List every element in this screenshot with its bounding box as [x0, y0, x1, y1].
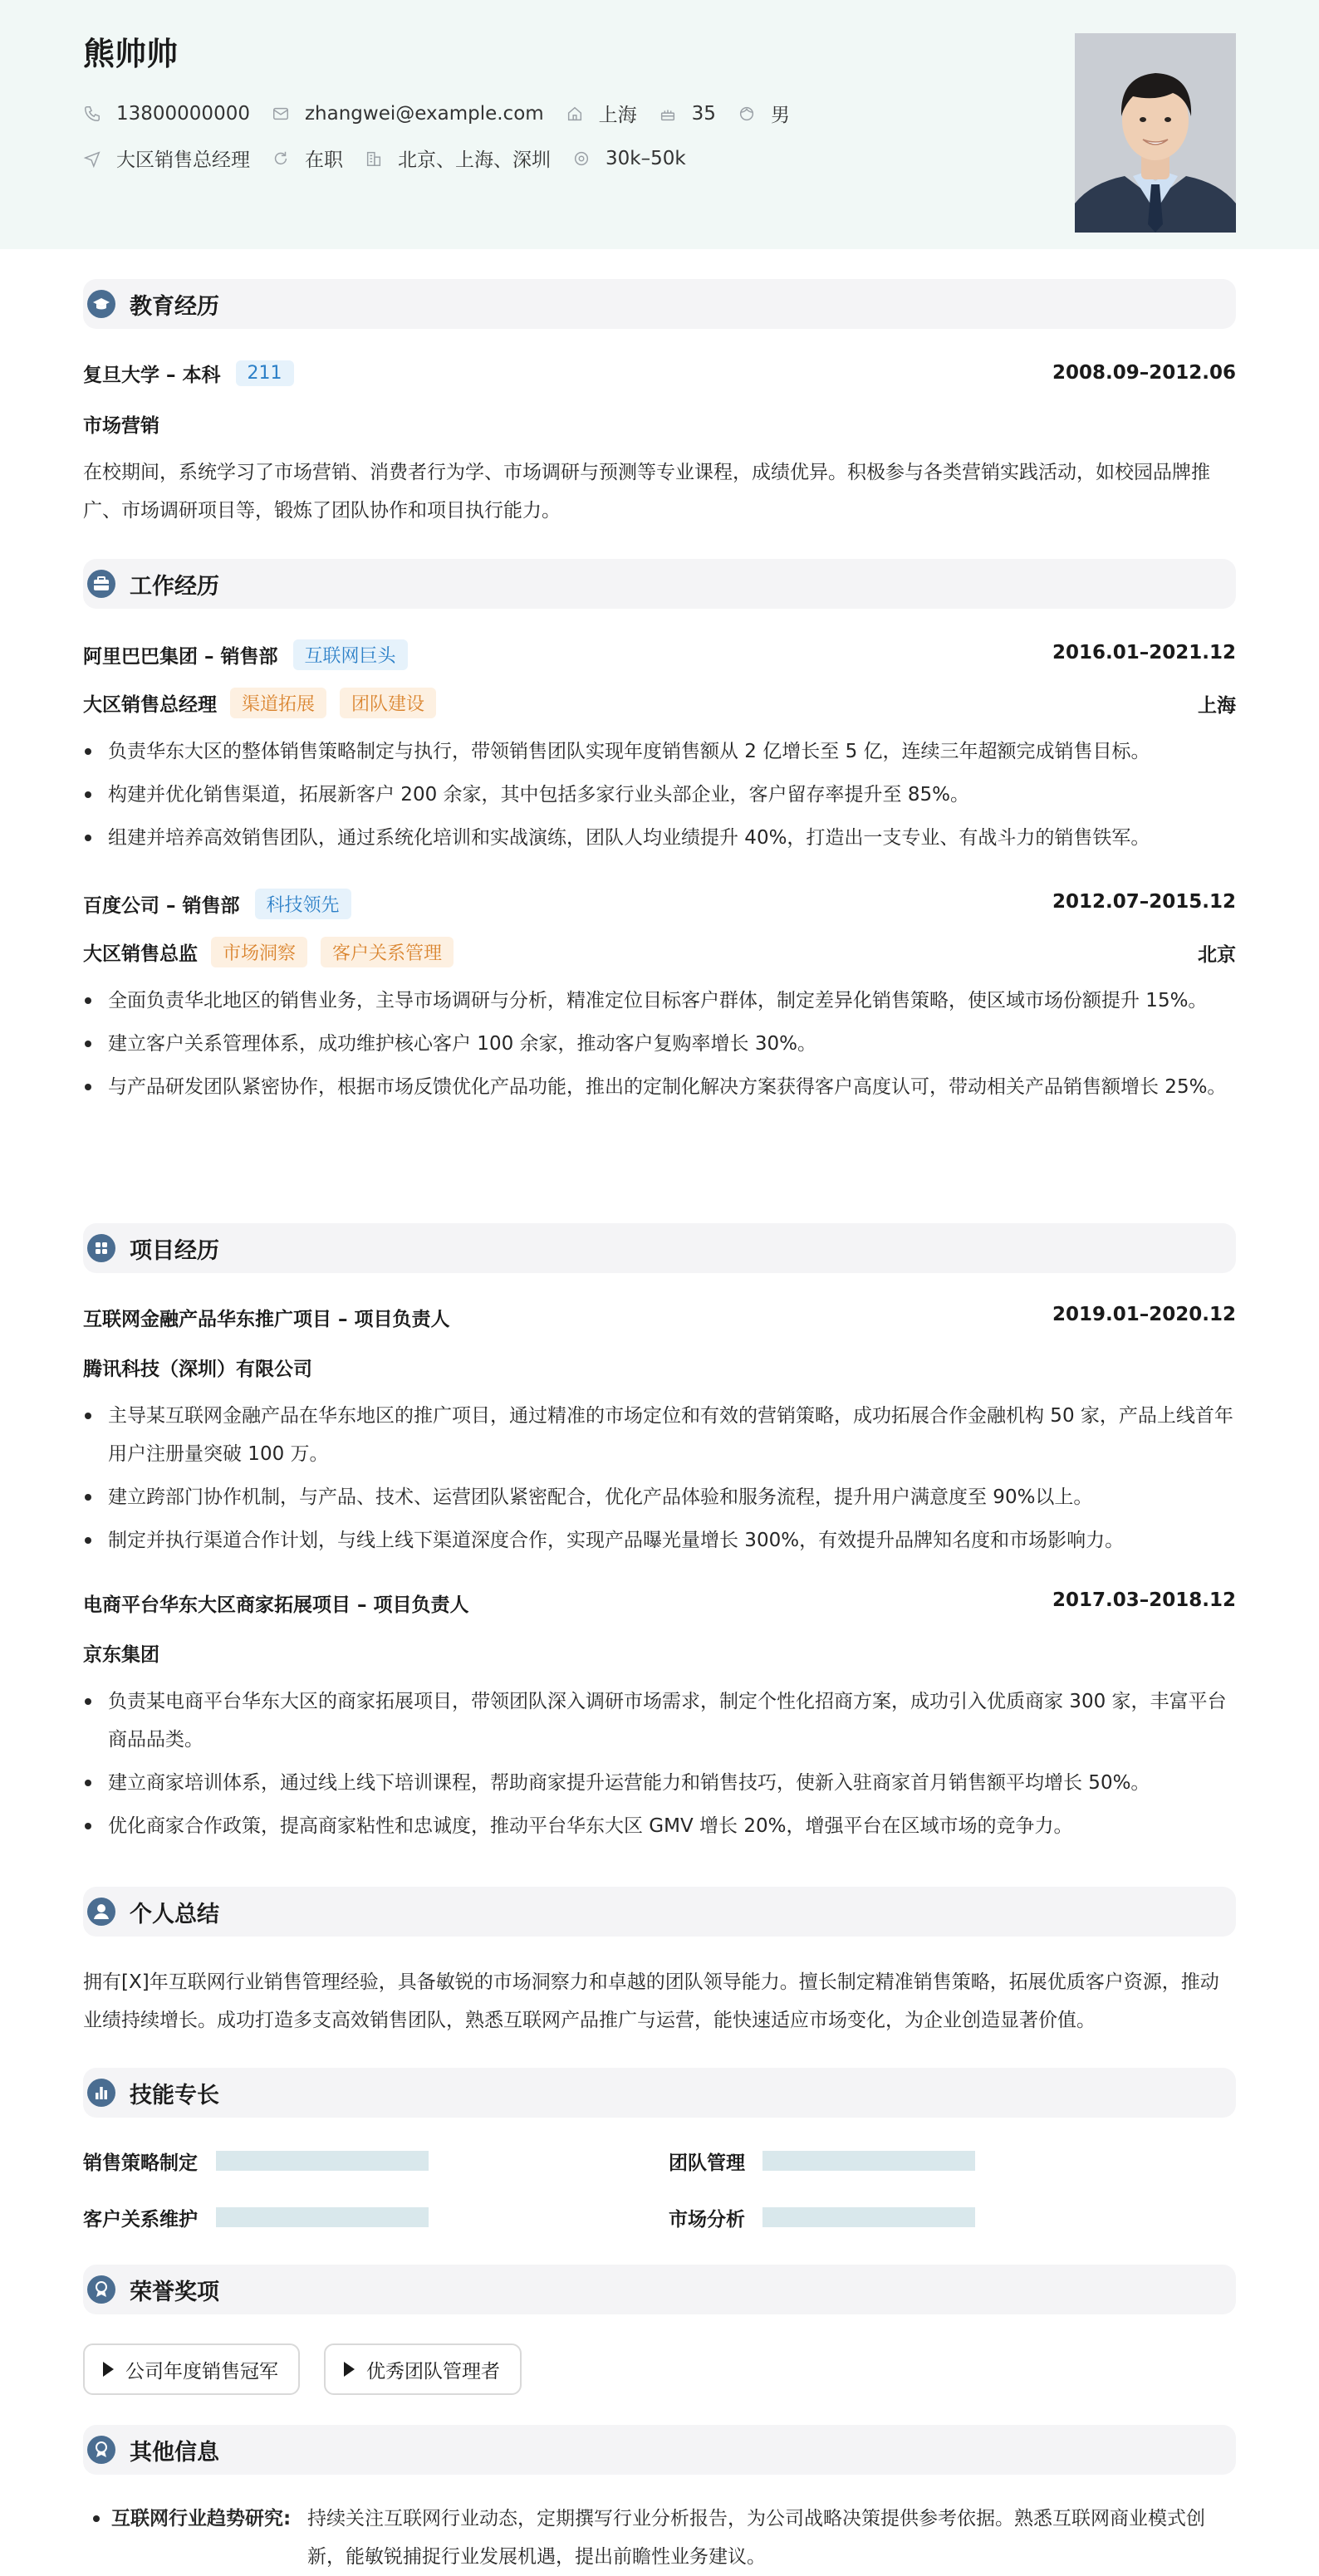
list-item: 构建并优化销售渠道，拓展新客户 200 余家，其中包括多家行业头部企业，客户留存率提升至 85%。: [83, 776, 1236, 814]
education-date: 2008.09–2012.06: [1052, 362, 1236, 384]
position-text: 大区销售总经理: [116, 149, 250, 171]
list-item: 组建并培养高效销售团队，通过系统化培训和实战演练，团队人均业绩提升 40%，打造出一支专业、有战斗力的销售铁军。: [83, 819, 1236, 857]
profile-photo: [1075, 33, 1236, 233]
section-title: 其他信息: [130, 2439, 219, 2466]
face-icon: [738, 105, 756, 123]
skill-bar: [762, 2207, 975, 2227]
other-info-text: 持续关注互联网行业动态，定期撰写行业分析报告，为公司战略决策提供参考依据。熟悉互联网商业模式创新，能敏锐捕捉行业发展机遇，提出前瞻性业务建议。: [307, 2508, 1205, 2568]
bullet-dot: [83, 2500, 111, 2576]
mail-icon: [272, 105, 290, 123]
section-title: 工作经历: [130, 573, 219, 600]
play-icon: [103, 2362, 114, 2377]
company-name: 百度公司 – 销售部: [83, 895, 240, 917]
role-skill-tag: 市场洞察: [211, 937, 307, 967]
role-skill-tag: 团队建设: [340, 688, 436, 718]
list-item: 建立跨部门协作机制，与产品、技术、运营团队紧密配合，优化产品体验和服务流程，提升用户满意度至 90%以上。: [83, 1478, 1236, 1516]
work-bullet-list: [83, 982, 1236, 1111]
honor-item: [324, 2343, 522, 2395]
project-bullet-list: [83, 1682, 1236, 1850]
summary-text: 拥有[X]年互联网行业销售管理经验，具备敏锐的市场洞察力和卓越的团队领导能力。擅长制定精准销售策略，拓展优质客户资源，推动业绩持续增长。成功打造多支高效销售团队，熟悉互联网产品推广与运营，能快速适应市场变化，为企业创造显著价值。: [83, 1971, 1219, 2031]
work-role-row: [83, 937, 454, 967]
project-org: 京东集团: [83, 1644, 159, 1666]
age-item: [659, 103, 716, 125]
job-intent-row: [83, 144, 708, 172]
graduation-cap-icon: [86, 289, 116, 319]
education-school-row: [83, 360, 294, 387]
company-tag: 科技领先: [255, 889, 351, 919]
email-item: [272, 103, 544, 125]
education-description: 在校期间，系统学习了市场营销、消费者行为学、市场调研与预测等专业课程，成绩优异。积极参与各类营销实践活动，如校园品牌推广、市场调研项目等，锻炼了团队协作和项目执行能力。: [83, 462, 1210, 522]
skill-fill: [762, 2151, 975, 2171]
other-info-item: [83, 2500, 1236, 2576]
section-title: 项目经历: [130, 1237, 219, 1264]
work-role-row: [83, 688, 436, 718]
work-company-row: [83, 639, 408, 670]
honor-label: 优秀团队管理者: [366, 2360, 500, 2383]
home-icon: [566, 105, 584, 123]
email-text: zhangwei@example.com: [304, 102, 544, 125]
age-text: 35: [691, 102, 716, 125]
skill-bar: [762, 2151, 975, 2171]
project-org: 腾讯科技（深圳）有限公司: [83, 1359, 312, 1380]
education-major: 市场营销: [83, 415, 159, 437]
coin-icon: [572, 149, 591, 168]
role-name: 大区销售总监: [83, 943, 198, 965]
section-header-projects: [83, 1223, 1236, 1273]
skill-bar: [216, 2151, 429, 2171]
work-location: 北京: [1198, 944, 1236, 966]
other-info-label: 互联网行业趋势研究:: [111, 2508, 292, 2529]
bar-chart-icon: [86, 2078, 116, 2108]
building-icon: [365, 149, 383, 168]
work-company-row: [83, 889, 351, 919]
user-icon: [86, 1897, 116, 1927]
list-item: 建立商家培训体系，通过线上线下培训课程，帮助商家提升运营能力和销售技巧，使新入驻商家首月销售额平均增长 50%。: [83, 1764, 1236, 1802]
status-text: 在职: [305, 149, 343, 171]
list-item: 全面负责华北地区的销售业务，主导市场调研与分析，精准定位目标客户群体，制定差异化销售策略，使区域市场份额提升 15%。: [83, 982, 1236, 1020]
role-skill-tag: 客户关系管理: [321, 937, 454, 967]
target-city-text: 北京、上海、深圳: [398, 149, 551, 171]
work-location: 上海: [1198, 695, 1236, 717]
section-title: 个人总结: [130, 1901, 219, 1927]
phone-item: [83, 103, 250, 125]
list-item: 主导某互联网金融产品在华东地区的推广项目，通过精准的市场定位和有效的营销策略，成功拓展合作金融机构 50 家，产品上线首年用户注册量突破 100 万。: [83, 1397, 1236, 1473]
skill-label: 市场分析: [669, 2209, 745, 2231]
salary-text: 30k–50k: [606, 147, 686, 169]
refresh-icon: [272, 149, 290, 168]
city-text: 上海: [598, 105, 637, 126]
skill-fill: [216, 2207, 429, 2227]
award-icon: [86, 2435, 116, 2465]
honor-label: 公司年度销售冠军: [125, 2360, 278, 2383]
skill-fill: [216, 2151, 429, 2171]
avatar-image: [1075, 33, 1236, 233]
gender-item: [738, 100, 790, 127]
target-city-item: [365, 144, 551, 172]
school-name: 复旦大学 – 本科: [83, 365, 221, 386]
work-date: 2016.01–2021.12: [1052, 642, 1236, 664]
resume-header: [0, 0, 1319, 249]
list-item: 制定并执行渠道合作计划，与线上线下渠道深度合作，实现产品曝光量增长 300%，有效提升品牌知名度和市场影响力。: [83, 1521, 1236, 1560]
section-header-other: [83, 2425, 1236, 2475]
section-header-work: [83, 559, 1236, 609]
skill-bar: [216, 2207, 429, 2227]
grid-icon: [86, 1233, 116, 1263]
list-item: 与产品研发团队紧密协作，根据市场反馈优化产品功能，推出的定制化解决方案获得客户高度认可，带动相关产品销售额增长 25%。: [83, 1068, 1236, 1106]
award-icon: [86, 2275, 116, 2304]
project-date: 2017.03–2018.12: [1052, 1589, 1236, 1611]
project-date: 2019.01–2020.12: [1052, 1304, 1236, 1325]
work-date: 2012.07–2015.12: [1052, 891, 1236, 913]
role-skill-tag: 渠道拓展: [230, 688, 326, 718]
section-header-education: [83, 279, 1236, 329]
school-tag: 211: [236, 360, 294, 386]
position-item: [83, 144, 250, 172]
candidate-name: 熊帅帅: [83, 36, 179, 72]
role-name: 大区销售总经理: [83, 694, 217, 716]
section-header-honors: [83, 2265, 1236, 2314]
list-item: 优化商家合作政策，提高商家粘性和忠诚度，推动平台华东大区 GMV 增长 20%，增强平台在区域市场的竞争力。: [83, 1807, 1236, 1845]
honor-item: [83, 2343, 300, 2395]
skill-label: 团队管理: [669, 2152, 745, 2174]
skill-fill: [762, 2207, 975, 2227]
send-icon: [83, 149, 101, 168]
section-title: 荣誉奖项: [130, 2279, 219, 2305]
status-item: [272, 144, 343, 172]
gender-text: 男: [770, 105, 790, 126]
project-title: 互联网金融产品华东推广项目 – 项目负责人: [83, 1309, 450, 1330]
phone-icon: [83, 105, 101, 123]
skill-label: 客户关系维护: [83, 2209, 198, 2231]
briefcase-icon: [86, 569, 116, 599]
phone-text: 13800000000: [116, 102, 250, 125]
section-title: 教育经历: [130, 293, 219, 320]
section-header-summary: [83, 1887, 1236, 1937]
play-icon: [344, 2362, 355, 2377]
cake-icon: [659, 105, 677, 123]
company-tag: 互联网巨头: [293, 639, 408, 670]
list-item: 负责华东大区的整体销售策略制定与执行，带领销售团队实现年度销售额从 2 亿增长至 5 亿，连续三年超额完成销售目标。: [83, 732, 1236, 771]
city-item: [566, 100, 637, 127]
list-item: 建立客户关系管理体系，成功维护核心客户 100 余家，推动客户复购率增长 30%。: [83, 1025, 1236, 1063]
skill-label: 销售策略制定: [83, 2152, 198, 2174]
contact-row: [83, 100, 812, 127]
project-title: 电商平台华东大区商家拓展项目 – 项目负责人: [83, 1594, 469, 1616]
section-title: 技能专长: [130, 2082, 219, 2108]
list-item: 负责某电商平台华东大区的商家拓展项目，带领团队深入调研市场需求，制定个性化招商方案，成功引入优质商家 300 家，丰富平台商品品类。: [83, 1682, 1236, 1759]
company-name: 阿里巴巴集团 – 销售部: [83, 646, 278, 668]
project-bullet-list: [83, 1397, 1236, 1565]
work-bullet-list: [83, 732, 1236, 862]
salary-item: [572, 148, 686, 169]
section-header-skills: [83, 2068, 1236, 2118]
